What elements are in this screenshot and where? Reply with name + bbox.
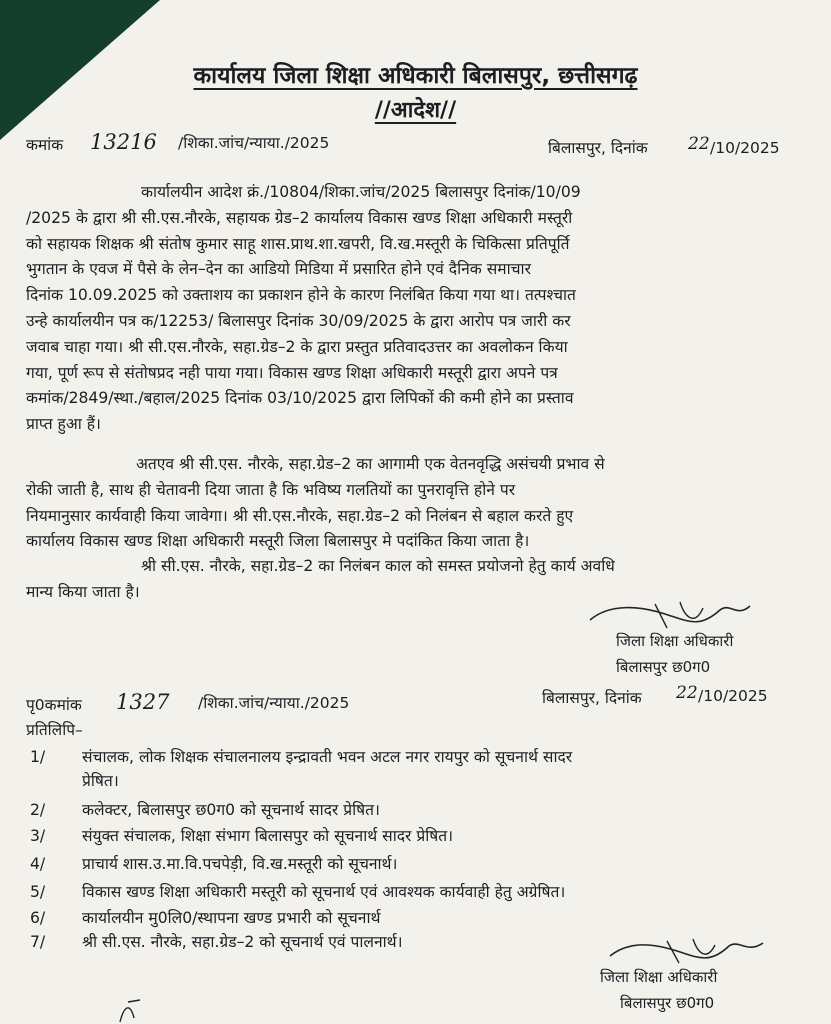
list-item-number: 5/ [30, 883, 46, 901]
endorsement-section: /शिका.जांच/न्याया./2025 [198, 694, 350, 712]
list-item-number: 7/ [30, 933, 46, 951]
body-paragraph-2 [26, 452, 806, 555]
list-item-number: 6/ [30, 909, 46, 927]
copy-label: प्रतिलिपि– [26, 721, 83, 739]
list-item-text: विकास खण्ड शिक्षा अधिकारी मस्तूरी को सूचनार्थ एवं आवश्यक कार्यवाही हेतु अग्रेषित। [82, 883, 566, 901]
bottom-mark [110, 998, 150, 1024]
paragraph-line: रोकी जाती है, साथ ही चेतावनी दिया जाता है कि भविष्य गलतियों का पुनरावृत्ति होने पर [26, 480, 516, 499]
paragraph-line: कमांक/2849/स्था./बहाल/2025 दिनांक 03/10/2025 द्वारा लिपिकों की कमी होने का प्रस्ताव [26, 389, 574, 408]
reference-date-rest: /10/2025 [710, 139, 780, 157]
list-item [30, 852, 397, 874]
paragraph-line: मान्य किया जाता है। [26, 582, 140, 601]
list-item [30, 745, 572, 767]
endorsement-number: 1327 [116, 690, 170, 714]
list-item [30, 824, 453, 846]
list-item-number: 4/ [30, 855, 46, 873]
reference-date-day: 22 [688, 134, 710, 154]
endorsement-date-day: 22 [676, 683, 698, 703]
list-item [30, 798, 380, 820]
signature-2-place: बिलासपुर छ0ग0 [620, 994, 715, 1012]
list-item-text: कार्यालयीन मु0लि0/स्थापना खण्ड प्रभारी को सूचनार्थ [82, 909, 381, 927]
paragraph-line: को सहायक शिक्षक श्री संतोष कुमार साहू शास.प्राथ.शा.खपरी, वि.ख.मस्तूरी के चिकित्सा प्रतिपूर्ति [26, 234, 570, 253]
list-item [30, 880, 565, 902]
signature-2-designation: जिला शिक्षा अधिकारी [600, 968, 718, 986]
order-title: //आदेश// [374, 98, 457, 123]
office-title: कार्यालय जिला शिक्षा अधिकारी बिलासपुर, छत्तीसगढ़ [193, 63, 638, 89]
list-item-number: 3/ [30, 827, 46, 845]
signature-1-place: बिलासपुर छ0ग0 [616, 658, 711, 676]
list-item-text: संयुक्त संचालक, शिक्षा संभाग बिलासपुर को सूचनार्थ सादर प्रेषित। [82, 827, 454, 845]
endorsement-label: पृ0कमांक [26, 696, 82, 714]
paragraph-line: दिनांक 10.09.2025 को उक्ताशय का प्रकाशन होने के कारण निलंबित किया गया था। तत्पश्चात [26, 286, 576, 305]
endorsement-place-date-label: बिलासपुर, दिनांक [542, 689, 642, 707]
signature-1-designation: जिला शिक्षा अधिकारी [616, 632, 734, 650]
list-item-continuation: प्रेषित। [82, 772, 119, 790]
list-item-text: संचालक, लोक शिक्षक संचालनालय इन्द्रावती भवन अटल नगर रायपुर को सूचनार्थ सादर [82, 748, 573, 766]
body-paragraph-1 [26, 180, 806, 438]
paragraph-line: कार्यालय विकास खण्ड शिक्षा अधिकारी मस्तूरी जिला बिलासपुर मे पदांकित किया जाता है। [26, 532, 530, 551]
list-item [30, 906, 380, 928]
list-item-number: 2/ [30, 801, 46, 819]
reference-number: 13216 [90, 130, 157, 154]
reference-place-date-label: बिलासपुर, दिनांक [548, 139, 648, 157]
reference-label: कमांक [26, 136, 64, 154]
reference-section: /शिका.जांच/न्याया./2025 [178, 134, 330, 152]
list-item-number: 1/ [30, 748, 46, 766]
paragraph-line: भुगतान के एवज में पैसे के लेन–देन का आडियो मिडिया में प्रसारित होने एवं दैनिक समाचार [26, 260, 531, 279]
list-item-text: श्री सी.एस. नौरके, सहा.ग्रेड–2 को सूचनार्थ एवं पालनार्थ। [82, 933, 403, 951]
list-item-text: प्राचार्य शास.उ.मा.वि.पचपेड़ी, वि.ख.मस्तूरी को सूचनार्थ। [82, 855, 398, 873]
paragraph-line: कार्यालयीन आदेश क्रं./10804/शिका.जांच/2025 बिलासपुर दिनांक/10/09 [141, 183, 581, 201]
paragraph-line: उन्हे कार्यालयीन पत्र क/12253/ बिलासपुर दिनांक 30/09/2025 के द्वारा आरोप पत्र जारी कर [26, 311, 571, 330]
list-item [30, 930, 403, 952]
paragraph-line: गया, पूर्ण रूप से संतोषप्रद नही पाया गया। विकास खण्ड शिक्षा अधिकारी मस्तूरी द्वारा अपने पत्र [26, 363, 558, 382]
endorsement-date-rest: /10/2025 [698, 687, 768, 705]
paragraph-line: श्री सी.एस. नौरके, सहा.ग्रेड–2 का निलंबन काल को समस्त प्रयोजनो हेतु कार्य अवधि [141, 557, 615, 575]
paragraph-line: जवाब चाहा गया। श्री सी.एस.नौरके, सहा.ग्रेड–2 के द्वारा प्रस्तुत प्रतिवादउत्तर का अवलोकन किया [26, 337, 568, 356]
paragraph-line: /2025 के द्वारा श्री सी.एस.नौरके, सहायक ग्रेड–2 कार्यालय विकास खण्ड शिक्षा अधिकारी मस्तूरी [26, 208, 573, 227]
list-item-text: कलेक्टर, बिलासपुर छ0ग0 को सूचनार्थ सादर प्रेषित। [82, 801, 380, 819]
paragraph-line: अतएव श्री सी.एस. नौरके, सहा.ग्रेड–2 का आगामी एक वेतनवृद्धि असंचयी प्रभाव से [136, 455, 605, 473]
paragraph-line: प्राप्त हुआ हैं। [26, 415, 101, 434]
paragraph-line: नियमानुसार कार्यवाही किया जावेगा। श्री सी.एस.नौरके, सहा.ग्रेड–2 को निलंबन से बहाल करते हुए [26, 506, 574, 525]
